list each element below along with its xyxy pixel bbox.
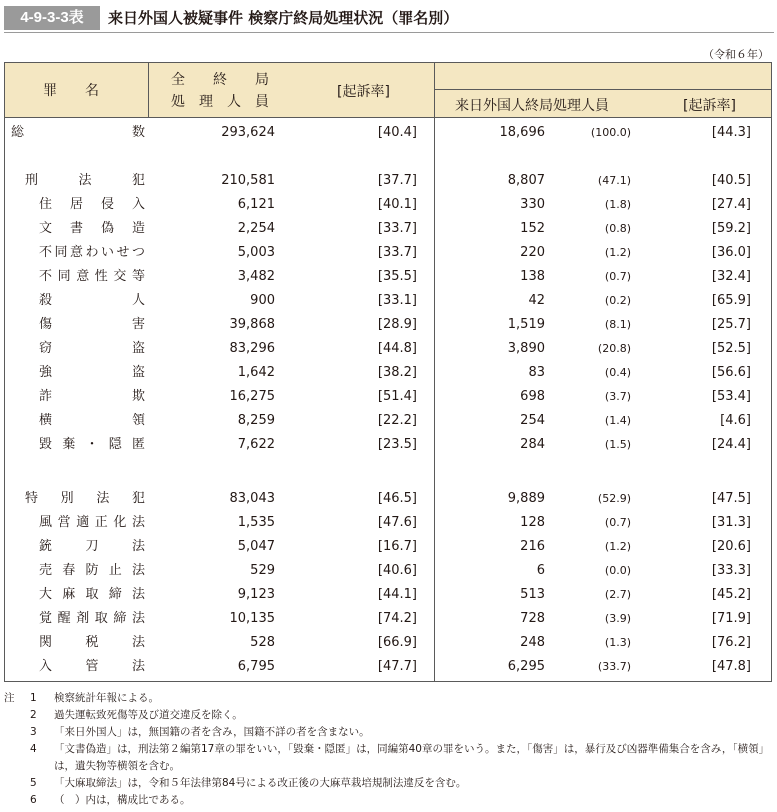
- table-row: [5, 265, 771, 289]
- row-total: 210,581: [221, 173, 275, 188]
- era-label: （令和６年）: [703, 48, 769, 61]
- row-crime-name: 住居侵入: [39, 197, 145, 212]
- row-foreign-prosecution-rate: [45.2]: [711, 587, 751, 602]
- row-foreign-total: 6,295: [507, 659, 545, 674]
- row-total: 1,535: [237, 515, 275, 530]
- note-number: 3: [30, 726, 37, 738]
- table-row: [5, 487, 771, 511]
- row-foreign-prosecution-rate: [33.3]: [711, 563, 751, 578]
- table-row: [5, 655, 771, 679]
- row-composition-ratio: (33.7): [597, 660, 631, 673]
- table-row: [5, 607, 771, 631]
- row-prosecution-rate: [38.2]: [377, 365, 417, 380]
- row-foreign-prosecution-rate: [47.5]: [711, 491, 751, 506]
- row-composition-ratio: (1.8): [604, 198, 631, 211]
- row-foreign-prosecution-rate: [47.8]: [711, 659, 751, 674]
- table-row: [5, 361, 771, 385]
- title-divider: [4, 32, 774, 33]
- table-row: [5, 511, 771, 535]
- row-composition-ratio: (3.9): [604, 612, 631, 625]
- note-item: [4, 724, 774, 741]
- row-foreign-prosecution-rate: [56.6]: [711, 365, 751, 380]
- table-row: [5, 241, 771, 265]
- row-total: 900: [250, 293, 275, 308]
- row-prosecution-rate: [47.6]: [377, 515, 417, 530]
- table-row: [5, 385, 771, 409]
- row-foreign-prosecution-rate: [44.3]: [711, 125, 751, 140]
- header-crime: 罪 名: [43, 83, 99, 99]
- row-foreign-prosecution-rate: [76.2]: [711, 635, 751, 650]
- row-prosecution-rate: [22.2]: [377, 413, 417, 428]
- row-crime-name: 殺 人: [39, 293, 145, 308]
- row-total: 293,624: [221, 125, 275, 140]
- row-prosecution-rate: [23.5]: [377, 437, 417, 452]
- row-foreign-total: 83: [528, 365, 545, 380]
- note-text: 検察統計年報による。: [54, 692, 159, 704]
- row-crime-name: 詐 欺: [39, 389, 145, 404]
- table-row: [5, 313, 771, 337]
- row-prosecution-rate: [33.1]: [377, 293, 417, 308]
- table-row: [5, 337, 771, 361]
- row-crime-name: 風営適正化法: [39, 515, 145, 530]
- row-total: 5,047: [237, 539, 275, 554]
- note-item: [4, 741, 774, 775]
- row-crime-name: 強 盗: [39, 365, 145, 380]
- row-foreign-total: 254: [520, 413, 545, 428]
- row-composition-ratio: (1.4): [604, 414, 631, 427]
- row-composition-ratio: (0.7): [604, 516, 631, 529]
- note-item: [4, 792, 774, 809]
- row-foreign-prosecution-rate: [36.0]: [711, 245, 751, 260]
- row-crime-name: 銃 刀 法: [39, 539, 145, 554]
- row-foreign-total: 3,890: [507, 341, 545, 356]
- row-composition-ratio: (0.0): [604, 564, 631, 577]
- row-crime-name: 売春防止法: [39, 563, 145, 578]
- row-foreign-total: 1,519: [507, 317, 545, 332]
- row-prosecution-rate: [40.4]: [377, 125, 417, 140]
- row-crime-name: 窃 盗: [39, 341, 145, 356]
- row-foreign-prosecution-rate: [24.4]: [711, 437, 751, 452]
- row-total: 83,296: [229, 341, 275, 356]
- row-prosecution-rate: [33.7]: [377, 221, 417, 236]
- row-crime-name: 入 管 法: [39, 659, 145, 674]
- row-prosecution-rate: [16.7]: [377, 539, 417, 554]
- row-composition-ratio: (1.2): [604, 246, 631, 259]
- row-crime-name: 特 別 法 犯: [25, 491, 145, 506]
- row-prosecution-rate: [33.7]: [377, 245, 417, 260]
- row-prosecution-rate: [44.8]: [377, 341, 417, 356]
- row-total: 9,123: [237, 587, 275, 602]
- row-crime-name: 文書偽造: [39, 221, 145, 236]
- row-total: 1,642: [237, 365, 275, 380]
- header-foreign: 来日外国人終局処理人員: [455, 98, 609, 114]
- row-total: 3,482: [237, 269, 275, 284]
- row-foreign-prosecution-rate: [31.3]: [711, 515, 751, 530]
- row-foreign-prosecution-rate: [40.5]: [711, 173, 751, 188]
- row-total: 6,121: [237, 197, 275, 212]
- table-row: [5, 217, 771, 241]
- note-text: 「来日外国人」は，無国籍の者を含み，国籍不詳の者を含まない。: [54, 726, 370, 738]
- row-crime-name: 毀棄・隠匿: [39, 437, 145, 452]
- note-number: 1: [30, 692, 37, 704]
- row-foreign-total: 513: [520, 587, 545, 602]
- note-text: 過失運転致死傷等及び道交違反を除く。: [54, 709, 243, 721]
- row-foreign-total: 698: [520, 389, 545, 404]
- row-total: 6,795: [237, 659, 275, 674]
- note-number: 6: [30, 794, 37, 806]
- row-crime-name: 関 税 法: [39, 635, 145, 650]
- row-crime-name: 横 領: [39, 413, 145, 428]
- row-crime-name: 傷 害: [39, 317, 145, 332]
- row-foreign-total: 330: [520, 197, 545, 212]
- row-prosecution-rate: [47.7]: [377, 659, 417, 674]
- note-text: （ ）内は，構成比である。: [54, 794, 191, 806]
- row-total: 16,275: [229, 389, 275, 404]
- table-row: [5, 169, 771, 193]
- row-total: 7,622: [237, 437, 275, 452]
- row-composition-ratio: (1.5): [604, 438, 631, 451]
- row-composition-ratio: (52.9): [597, 492, 631, 505]
- row-prosecution-rate: [37.7]: [377, 173, 417, 188]
- row-foreign-total: 138: [520, 269, 545, 284]
- header-total-line2: 処 理 人 員: [171, 94, 269, 110]
- row-crime-name: 大麻取締法: [39, 587, 145, 602]
- row-crime-name: 刑 法 犯: [25, 173, 145, 188]
- row-foreign-prosecution-rate: [20.6]: [711, 539, 751, 554]
- row-prosecution-rate: [28.9]: [377, 317, 417, 332]
- note-text: 「文書偽造」は，刑法第２編第17章の罪をいい，「毀棄・隠匿」は，同編第40章の罪をいう。また，「傷害」は，暴行及び凶器準備集合を含み，「横領」は，遺失物等横領を含む。: [54, 743, 770, 772]
- row-foreign-total: 728: [520, 611, 545, 626]
- row-foreign-prosecution-rate: [71.9]: [711, 611, 751, 626]
- row-total: 2,254: [237, 221, 275, 236]
- row-foreign-total: 248: [520, 635, 545, 650]
- table-row: [5, 535, 771, 559]
- row-foreign-prosecution-rate: [27.4]: [711, 197, 751, 212]
- row-composition-ratio: (0.2): [604, 294, 631, 307]
- row-crime-name: 覚醒剤取締法: [39, 611, 145, 626]
- table-row: [5, 409, 771, 433]
- row-crime-name: 不同意性交等: [39, 269, 145, 284]
- row-prosecution-rate: [40.1]: [377, 197, 417, 212]
- row-prosecution-rate: [40.6]: [377, 563, 417, 578]
- note-text: 「大麻取締法」は，令和５年法律第84号による改正後の大麻草栽培規制法違反を含む。: [54, 777, 467, 789]
- row-foreign-total: 9,889: [507, 491, 545, 506]
- row-composition-ratio: (1.3): [604, 636, 631, 649]
- note-item: [4, 707, 774, 724]
- row-total: 83,043: [229, 491, 275, 506]
- table-row: [5, 193, 771, 217]
- row-composition-ratio: (47.1): [597, 174, 631, 187]
- row-prosecution-rate: [46.5]: [377, 491, 417, 506]
- row-prosecution-rate: [66.9]: [377, 635, 417, 650]
- row-foreign-prosecution-rate: [25.7]: [711, 317, 751, 332]
- table-number-badge: 4-9-3-3表: [4, 6, 100, 30]
- row-foreign-total: 6: [536, 563, 545, 578]
- row-foreign-total: 152: [520, 221, 545, 236]
- row-total: 10,135: [229, 611, 275, 626]
- row-foreign-prosecution-rate: [4.6]: [720, 413, 751, 428]
- row-prosecution-rate: [35.5]: [377, 269, 417, 284]
- row-foreign-total: 18,696: [499, 125, 545, 140]
- row-foreign-total: 284: [520, 437, 545, 452]
- header-divider-left: [148, 63, 149, 117]
- notes-label: 注: [4, 692, 15, 704]
- row-total: 8,259: [237, 413, 275, 428]
- notes: [4, 690, 774, 809]
- note-item: [4, 690, 774, 707]
- row-foreign-prosecution-rate: [53.4]: [711, 389, 751, 404]
- row-foreign-total: 42: [528, 293, 545, 308]
- row-total: 5,003: [237, 245, 275, 260]
- row-total: 529: [250, 563, 275, 578]
- table-row: [5, 559, 771, 583]
- row-crime-name: 不同意わいせつ: [39, 245, 145, 260]
- note-number: 4: [30, 743, 37, 755]
- row-foreign-total: 220: [520, 245, 545, 260]
- row-composition-ratio: (1.2): [604, 540, 631, 553]
- note-number: 2: [30, 709, 37, 721]
- row-prosecution-rate: [44.1]: [377, 587, 417, 602]
- row-total: 528: [250, 635, 275, 650]
- row-crime-name: 総 数: [11, 125, 145, 140]
- row-composition-ratio: (3.7): [604, 390, 631, 403]
- row-composition-ratio: (100.0): [590, 126, 631, 139]
- row-composition-ratio: (2.7): [604, 588, 631, 601]
- row-composition-ratio: (0.7): [604, 270, 631, 283]
- page-title: 来日外国人被疑事件 検察庁終局処理状況（罪名別）: [108, 9, 459, 27]
- row-total: 39,868: [229, 317, 275, 332]
- table-row: [5, 583, 771, 607]
- row-foreign-prosecution-rate: [65.9]: [711, 293, 751, 308]
- table-header: [5, 63, 771, 118]
- row-prosecution-rate: [74.2]: [377, 611, 417, 626]
- row-foreign-total: 216: [520, 539, 545, 554]
- row-prosecution-rate: [51.4]: [377, 389, 417, 404]
- header-rate2: [起訴率]: [683, 98, 736, 114]
- header-total-line1: 全 終 局: [171, 72, 269, 88]
- row-foreign-total: 128: [520, 515, 545, 530]
- header-sub-rule: [434, 89, 771, 90]
- table-row: [5, 289, 771, 313]
- row-composition-ratio: (0.8): [604, 222, 631, 235]
- header-rate1: [起訴率]: [337, 84, 390, 100]
- row-composition-ratio: (0.4): [604, 366, 631, 379]
- row-foreign-prosecution-rate: [52.5]: [711, 341, 751, 356]
- table-row: [5, 121, 771, 145]
- table-row: [5, 631, 771, 655]
- row-foreign-total: 8,807: [507, 173, 545, 188]
- table-row: [5, 433, 771, 457]
- row-composition-ratio: (20.8): [597, 342, 631, 355]
- title-bar: [4, 6, 774, 30]
- row-foreign-prosecution-rate: [59.2]: [711, 221, 751, 236]
- note-item: [4, 775, 774, 792]
- row-composition-ratio: (8.1): [604, 318, 631, 331]
- note-number: 5: [30, 777, 37, 789]
- data-table: [4, 62, 772, 682]
- row-foreign-prosecution-rate: [32.4]: [711, 269, 751, 284]
